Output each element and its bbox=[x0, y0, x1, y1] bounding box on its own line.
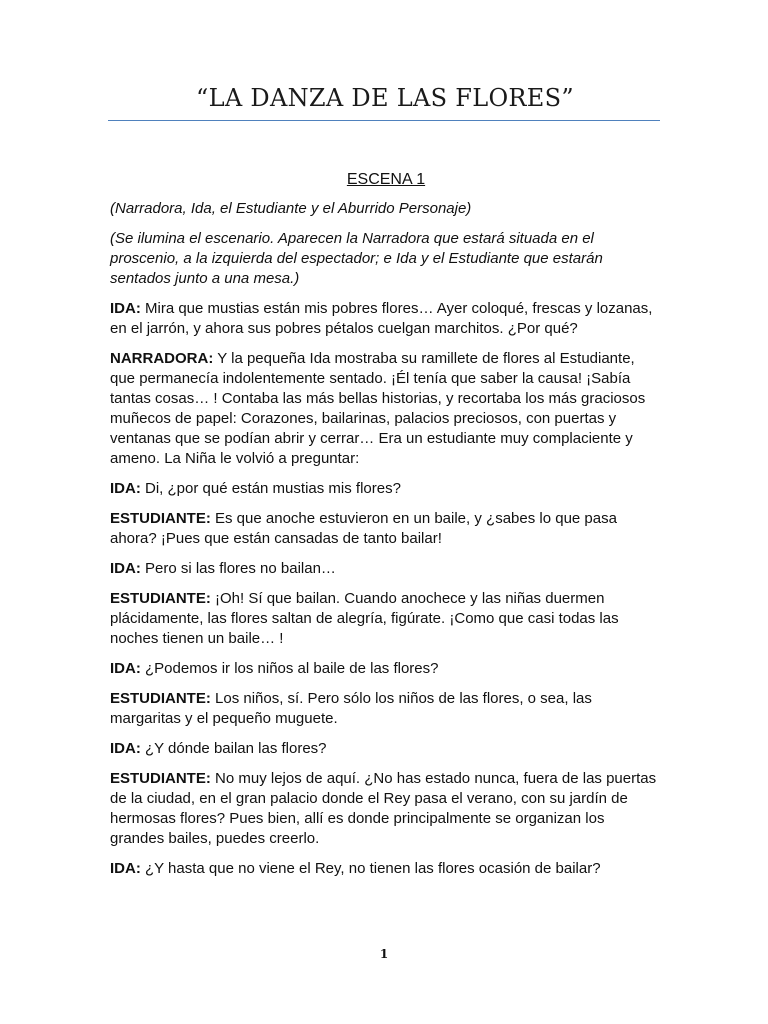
speaker-name: IDA: bbox=[110, 860, 141, 877]
paragraph-text: ¿Y hasta que no viene el Rey, no tienen las flores ocasión de bailar? bbox=[140, 860, 601, 877]
speaker-name: ESTUDIANTE: bbox=[110, 590, 211, 607]
dialogue-line bbox=[110, 859, 662, 879]
dialogue-line bbox=[110, 349, 662, 469]
dialogue-line bbox=[110, 509, 662, 549]
speaker-name: IDA: bbox=[110, 480, 141, 497]
paragraph-text: ¿Podemos ir los niños al baile de las flores? bbox=[140, 660, 439, 677]
dialogue-line bbox=[110, 769, 662, 849]
speaker-name: IDA: bbox=[110, 300, 141, 317]
paragraph-text: No muy lejos de aquí. ¿No has estado nunca, fuera de las puertas de la ciudad, en el gran palacio donde el Rey pasa el verano, con su jardín de hermosas flores? Pues bien, allí es donde principalmente se organizan los grandes bailes, puedes creerlo. bbox=[110, 770, 657, 847]
paragraph-text: (Se ilumina el escenario. Aparecen la Narradora que estará situada en el proscenio, a la izquierda del espectador; e Ida y el Estudiante que estarán sentados junto a una mesa.) bbox=[110, 230, 603, 287]
dialogue-line bbox=[110, 589, 662, 649]
script-body bbox=[110, 170, 662, 889]
speaker-name: ESTUDIANTE: bbox=[110, 510, 211, 527]
scene-heading: ESCENA 1 bbox=[346, 171, 426, 188]
dialogue-line bbox=[110, 689, 662, 729]
stage-direction bbox=[110, 199, 662, 219]
document-title: “LA DANZA DE LAS FLORES” bbox=[196, 84, 574, 112]
speaker-name: IDA: bbox=[110, 660, 141, 677]
paragraph-text: Di, ¿por qué están mustias mis flores? bbox=[140, 480, 401, 497]
speaker-name: IDA: bbox=[110, 740, 141, 757]
paragraph-text: (Narradora, Ida, el Estudiante y el Aburrido Personaje) bbox=[110, 200, 472, 217]
paragraph-text: Pero si las flores no bailan… bbox=[140, 560, 336, 577]
dialogue-line bbox=[110, 479, 662, 499]
speaker-name: IDA: bbox=[110, 560, 141, 577]
title-underline-rule bbox=[108, 120, 660, 121]
dialogue-line bbox=[110, 659, 662, 679]
dialogue-line bbox=[110, 299, 662, 339]
speaker-name: ESTUDIANTE: bbox=[110, 770, 211, 787]
speaker-name: ESTUDIANTE: bbox=[110, 690, 211, 707]
speaker-name: NARRADORA: bbox=[110, 350, 214, 367]
dialogue-list bbox=[110, 199, 662, 879]
dialogue-line bbox=[110, 559, 662, 579]
paragraph-text: Es que anoche estuvieron en un baile, y ¿sabes lo que pasa ahora? ¡Pues que están cansadas de tanto bailar! bbox=[110, 510, 617, 547]
dialogue-line bbox=[110, 739, 662, 759]
paragraph-text: Los niños, sí. Pero sólo los niños de las flores, o sea, las margaritas y el pequeño muguete. bbox=[110, 690, 592, 727]
paragraph-text: Mira que mustias están mis pobres flores… Ayer coloqué, frescas y lozanas, en el jarrón, y ahora sus pobres pétalos cuelgan marchitos. ¿Por qué? bbox=[110, 300, 653, 337]
paragraph-text: ¿Y dónde bailan las flores? bbox=[140, 740, 327, 757]
page-number: 1 bbox=[379, 947, 389, 961]
paragraph-text: Y la pequeña Ida mostraba su ramillete de flores al Estudiante, que permanecía indolentemente sentado. ¡Él tenía que saber la causa! ¡Sabía tantas cosas… ! Contaba las más bellas historias, y recortaba los más graciosos muñecos de papel: Corazones, bailarinas, palacios preciosos, con puertas y ventanas que se podían abrir y cerrar… Era un estudiante muy complaciente y ameno. La Niña le volvió a preguntar: bbox=[110, 350, 646, 467]
paragraph-text: ¡Oh! Sí que bailan. Cuando anochece y las niñas duermen plácidamente, las flores saltan de alegría, figúrate. ¡Como que casi todas las noches tienen un baile… ! bbox=[110, 590, 619, 647]
stage-direction bbox=[110, 229, 662, 289]
